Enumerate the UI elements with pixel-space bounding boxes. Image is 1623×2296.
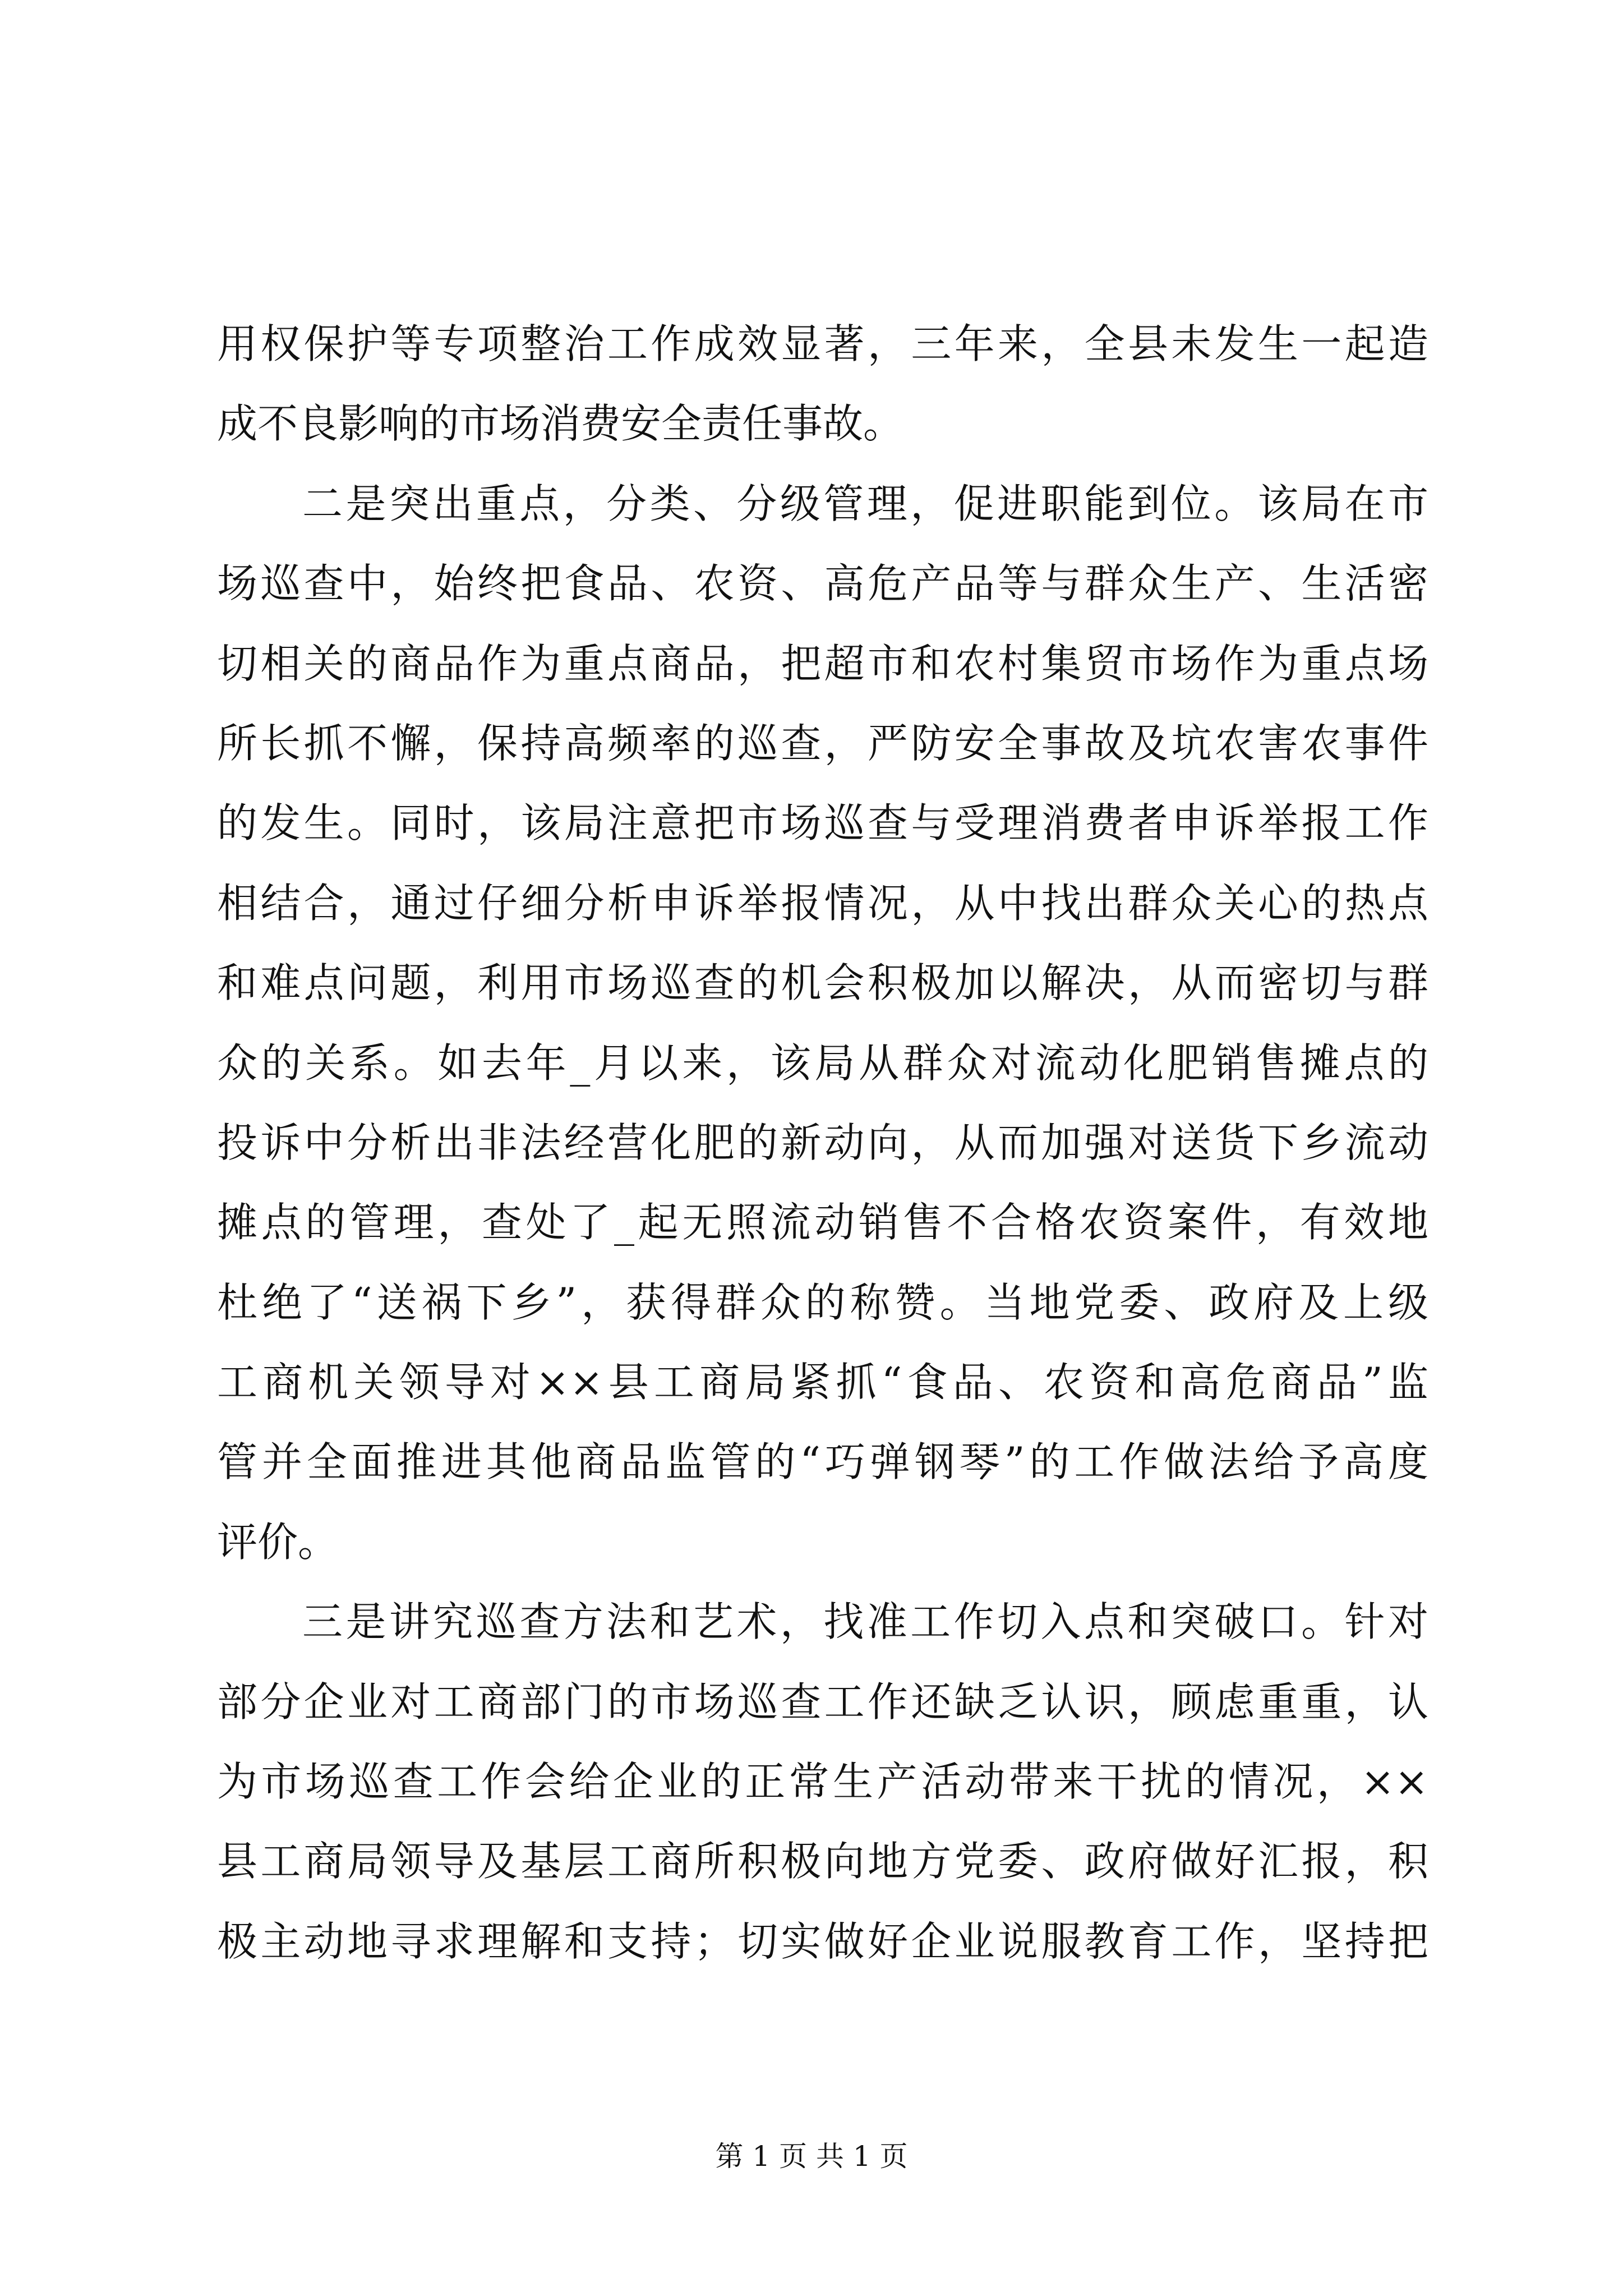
paragraph <box>217 304 1428 464</box>
page-footer: 第 1 页 共 1 页 <box>715 2140 908 2173</box>
text-line: 部分企业对工商部门的市场巡查工作还缺乏认识，顾虑重重，认 <box>217 1678 1428 1726</box>
text-line: 评价。 <box>217 1518 339 1566</box>
text-line: 摊点的管理，查处了_起无照流动销售不合格农资案件，有效地 <box>217 1199 1428 1246</box>
text-line: 工商机关领导对××县工商局紧抓“食品、农资和高危商品”监 <box>217 1359 1428 1406</box>
text-line: 相结合，通过仔细分析申诉举报情况，从中找出群众关心的热点 <box>217 879 1428 927</box>
text-line: 切相关的商品作为重点商品，把超市和农村集贸市场作为重点场 <box>217 639 1428 687</box>
text-line: 管并全面推进其他商品监管的“巧弹钢琴”的工作做法给予高度 <box>217 1438 1428 1486</box>
text-line: 众的关系。如去年_月以来，该局从群众对流动化肥销售摊点的 <box>217 1039 1428 1087</box>
text-line: 和难点问题，利用市场巡查的机会积极加以解决，从而密切与群 <box>217 959 1428 1007</box>
text-line: 投诉中分析出非法经营化肥的新动向，从而加强对送货下乡流动 <box>217 1119 1428 1166</box>
text-line: 二是突出重点，分类、分级管理，促进职能到位。该局在市 <box>302 480 1428 527</box>
paragraph <box>217 1582 1428 1981</box>
text-line: 场巡查中，始终把食品、农资、高危产品等与群众生产、生活密 <box>217 560 1428 608</box>
document-body <box>217 304 1428 1981</box>
text-line: 为市场巡查工作会给企业的正常生产活动带来干扰的情况，×× <box>217 1758 1428 1806</box>
paragraph <box>217 464 1428 1582</box>
text-line: 三是讲究巡查方法和艺术，找准工作切入点和突破口。针对 <box>302 1598 1428 1646</box>
text-line: 杜绝了“送祸下乡”，获得群众的称赞。当地党委、政府及上级 <box>217 1278 1428 1326</box>
text-line: 县工商局领导及基层工商所积极向地方党委、政府做好汇报，积 <box>217 1838 1428 1885</box>
text-line: 用权保护等专项整治工作成效显著，三年来，全县未发生一起造 <box>217 320 1428 367</box>
text-line: 成不良影响的市场消费安全责任事故。 <box>217 400 904 448</box>
text-line: 所长抓不懈，保持高频率的巡查，严防安全事故及坑农害农事件 <box>217 719 1428 767</box>
text-line: 极主动地寻求理解和支持；切实做好企业说服教育工作，坚持把 <box>217 1917 1428 1965</box>
text-line: 的发生。同时，该局注意把市场巡查与受理消费者申诉举报工作 <box>217 799 1428 847</box>
